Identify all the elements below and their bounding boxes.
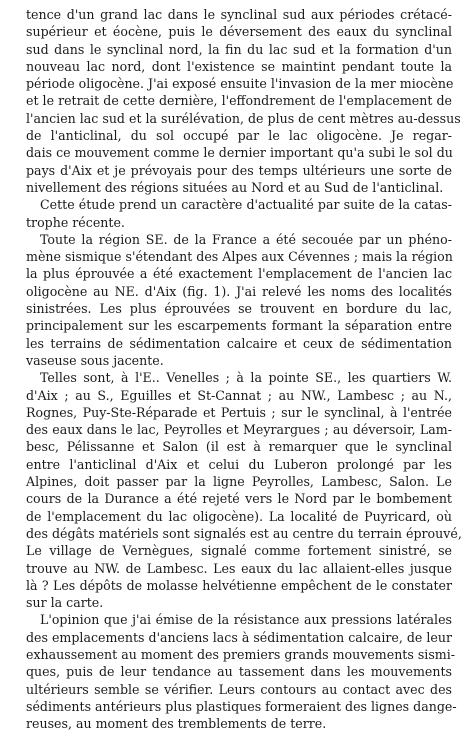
text-line: cours de la Durance a été rejeté vers le Nord par le bombement xyxy=(26,491,452,507)
text-line: ques, puis de leur tendance au tassement dans les mouvements xyxy=(26,664,452,680)
text-line: exhaussement au moment des premiers grands mouvements sismi- xyxy=(26,646,456,662)
text-line: L'opinion que j'ai émise de la résistance aux pressions latérales xyxy=(40,612,452,628)
text-line: de l'emplacement du lac oligocène). La localité de Puyricard, où xyxy=(26,508,452,524)
text-line: des eaux dans le lac, Peyrolles et Meyrargues ; au déversoir, Lam- xyxy=(26,422,452,438)
text-line: Telles sont, à l'E.. Venelles ; à la pointe SE., les quartiers W. xyxy=(40,370,452,386)
text-line: ultérieurs semble se vérifier. Leurs contours au contact avec des xyxy=(26,681,452,697)
text-line: supérieur et éocène, puis le déversement des eaux du synclinal xyxy=(26,24,452,40)
text-line: entre l'anticlinal d'Aix et celui du Luberon prolongé par les xyxy=(26,456,452,472)
text-line: là ? Les dépôts de molasse helvétienne empêchent de le constater xyxy=(26,577,452,593)
text-line: Cette étude prend un caractère d'actualité par suite de la catas- xyxy=(40,197,452,213)
text-line: et le retrait de cette dernière, l'effondrement de l'emplacement de xyxy=(26,93,452,109)
text-line: oligocène au NE. d'Aix (fig. 1). J'ai relevé les noms des localités xyxy=(26,283,452,299)
text-line: sédiments antérieurs plus plastiques formeraient des lignes dange- xyxy=(26,698,457,714)
text-line: tence d'un grand lac dans le synclinal sud aux périodes crétacé- xyxy=(26,7,452,22)
text-line: période oligocène. J'ai exposé ensuite l'invasion de la mer miocène xyxy=(26,76,454,92)
text-line: pays d'Aix et je prévoyais pour des temps ultérieurs une sorte de xyxy=(26,162,452,178)
text-line: trouve au NW. de Lambesc. Les eaux du lac allaient-elles jusque xyxy=(26,560,452,576)
text-line: Toute la région SE. de la France a été secouée par un phéno- xyxy=(40,231,452,247)
text-line: d'Aix ; au S., Eguilles et St-Cannat ; au NW., Lambesc ; au N., xyxy=(26,387,452,403)
text-line: mène sismique s'étendant des Alpes aux Cévennes ; mais la région xyxy=(26,249,453,265)
text-line: les terrains de sédimentation calcaire et ceux de sédimentation xyxy=(26,335,452,351)
text-line: reuses, au moment des tremblements de terre. xyxy=(26,716,327,732)
text-line: l'ancien lac sud et la surélévation, de plus de cent mètres au-dessus xyxy=(26,110,461,126)
text-line: sur la carte. xyxy=(26,595,104,611)
text-line: principalement sur les escarpements formant la séparation entre xyxy=(26,318,452,334)
paragraph xyxy=(26,6,461,196)
text-line: Rognes, Puy-Ste-Réparade et Pertuis ; sur le synclinal, à l'entrée xyxy=(26,404,452,420)
paragraph xyxy=(26,369,462,611)
text-line: des emplacements d'anciens lacs à sédimentation calcaire, de leur xyxy=(26,629,452,645)
text-line: nouveau lac nord, dont l'existence se maintint pendant toute la xyxy=(26,58,452,74)
text-line: vaseuse sous jacente. xyxy=(26,352,164,368)
text-line: sinistrées. Les plus éprouvées se trouvent en bordure du lac, xyxy=(26,301,452,317)
text-line: besc, Pélissanne et Salon (il est à remarquer que le synclinal xyxy=(26,439,452,455)
text-line: sud dans le synclinal nord, la fin du lac sud et la formation d'un xyxy=(26,41,452,57)
paragraph xyxy=(26,611,457,732)
paragraph xyxy=(26,231,452,369)
text-line: la plus éprouvée a été exactement l'emplacement de l'ancien lac xyxy=(26,266,452,282)
text-line: dais ce mouvement comme le dernier important qu'a subi le sol du xyxy=(26,145,453,161)
text-line: de l'anticlinal, du sol occupé par le lac oligocène. Je regar- xyxy=(26,128,452,144)
text-line: nivellement des régions situées au Nord et au Sud de l'anticlinal. xyxy=(26,179,444,195)
paragraph xyxy=(26,196,452,231)
text-line: Alpines, doit passer par la ligne Peyrolles, Lambesc, Salon. Le xyxy=(26,474,452,490)
text-line: trophe récente. xyxy=(26,214,125,230)
text-line: des dégâts matériels sont signalés est au centre du terrain éprouvé, xyxy=(26,525,462,541)
text-line: Le village de Vernègues, signalé comme fortement sinistré, se xyxy=(26,543,452,559)
